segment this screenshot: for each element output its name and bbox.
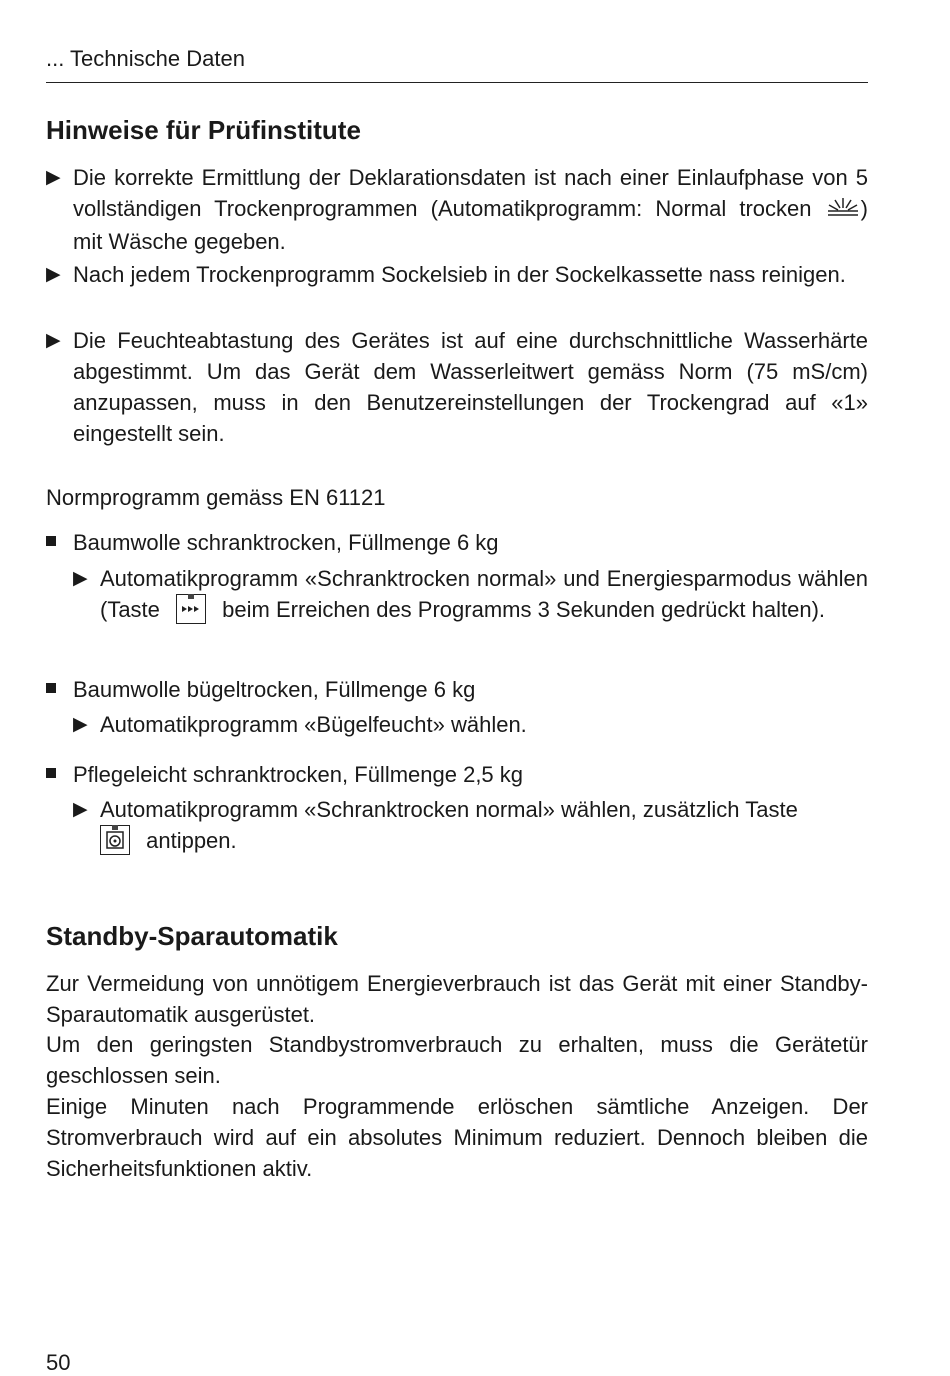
norm-item-label: Baumwolle schranktrocken, Füllmenge 6 kg (73, 530, 499, 555)
bullet-text: Die korrekte Ermittlung der Deklarationsdaten ist nach einer Einlaufphase von 5 vollständigen Trockenprogrammen (Automatikprogramm: Normal trocken ) mit Wäsche gegeben. (73, 165, 868, 255)
bullet-text: Nach jedem Trockenprogramm Sockelsieb in der Sockelkassette nass reinigen. (73, 262, 846, 287)
norm-item-easycare (46, 759, 523, 790)
norm-intro: Normprogramm gemäss EN 61121 (46, 485, 386, 510)
square-bullet-icon (46, 683, 56, 693)
norm-item-cotton-iron (46, 674, 475, 705)
gentle-drum-key-icon (100, 825, 130, 855)
standby-paragraph-3: Einige Minuten nach Programmende erlöschen sämtliche Anzeigen. Der Stromverbrauch wird auf ein absolutes Minimum reduziert. Dennoch bleiben die Sicherheitsfunktionen aktiv. (46, 1094, 868, 1181)
norm-step-cotton-iron (46, 709, 868, 740)
bullet-text: Die Feuchteabtastung des Gerätes ist auf eine durchschnittliche Wasserhärte abgestimmt. Um das Gerät dem Wasserleitwert gemäss Norm (75 mS/cm) anzupassen, muss in den Benutzereinstellungen der Trockengrad auf «1» eingestellt sein. (73, 328, 868, 446)
section-heading-standby: Standby-Sparautomatik (46, 921, 338, 951)
step-text: Automatikprogramm «Bügelfeucht» wählen. (100, 712, 527, 737)
bullet-clean-filter (46, 259, 868, 290)
norm-step-cotton-cupboard (46, 563, 868, 625)
bullet-water-hardness (46, 325, 868, 449)
square-bullet-icon (46, 536, 56, 546)
page-number: 50 (46, 1350, 71, 1375)
dry-normal-icon (825, 194, 861, 226)
arrow-bullet-icon: ▶ (46, 330, 61, 351)
norm-item-label: Pflegeleicht schranktrocken, Füllmenge 2,5 kg (73, 762, 524, 787)
arrow-bullet-icon: ▶ (46, 167, 61, 188)
standby-paragraph-1: Zur Vermeidung von unnötigem Energieverbrauch ist das Gerät mit einer Standby-Sparautomatik ausgerüstet. (46, 971, 868, 1027)
step-text: Automatikprogramm «Schranktrocken normal» und Energiesparmodus wählen (Taste beim Erreichen des Programms 3 Sekunden gedrückt halten). (100, 563, 868, 625)
arrow-bullet-icon: ▶ (73, 568, 88, 589)
bullet-break-in (46, 162, 868, 257)
standby-paragraph-2: Um den geringsten Standbystromverbrauch zu erhalten, muss die Gerätetür geschlossen sein. (46, 1032, 868, 1088)
arrow-bullet-icon: ▶ (73, 799, 88, 820)
arrow-bullet-icon: ▶ (46, 264, 61, 285)
fast-forward-key-icon (176, 594, 206, 624)
running-header: ... Technische Daten (46, 46, 868, 83)
step-text: Automatikprogramm «Schranktrocken normal» wählen, zusätzlich Taste antippen. (100, 794, 868, 856)
square-bullet-icon (46, 768, 56, 778)
norm-step-easycare (46, 794, 868, 856)
norm-item-cotton-cupboard (46, 527, 499, 558)
section-heading-test-institutes: Hinweise für Prüfinstitute (46, 115, 361, 145)
norm-item-label: Baumwolle bügeltrocken, Füllmenge 6 kg (73, 677, 476, 702)
arrow-bullet-icon: ▶ (73, 714, 88, 735)
